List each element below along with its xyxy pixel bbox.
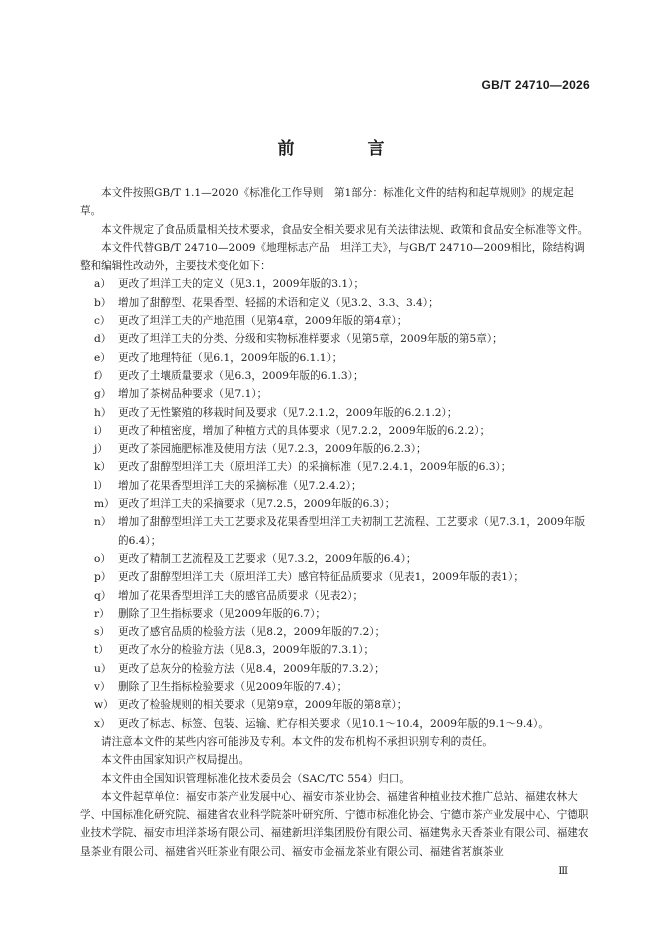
list-item [80, 641, 594, 659]
item-text: 增加了茶树品种要求（见7.1）； [118, 388, 268, 401]
list-item [80, 330, 594, 348]
list-item [80, 568, 594, 586]
item-text: 更改了总灰分的检验方法（见8.4，2009年版的7.3.2）； [118, 662, 385, 675]
changes-list [80, 275, 594, 732]
item-text: 更改了检验规则的相关要求（见第9章，2009年版的第8章）； [118, 699, 408, 712]
item-text: 更改了种植密度，增加了种植方式的具体要求（见7.2.2，2009年版的6.2.2）； [118, 424, 491, 437]
document-body [80, 184, 594, 861]
item-text: 增加了甜醇型坦洋工夫工艺要求及花果香型坦洋工夫初制工艺流程、工艺要求（见7.3.1，2009年版的6.4）； [118, 516, 586, 547]
list-item [80, 349, 594, 367]
intro-paragraph: 本文件按照GB/T 1.1—2020《标准化工作导则 第1部分：标准化文件的结构和起草规则》的规定起草。 [80, 187, 574, 218]
list-item [80, 513, 594, 550]
item-text: 更改了感官品质的检验方法（见8.2，2009年版的7.2）； [118, 626, 386, 639]
list-item [80, 696, 594, 714]
item-label: j） [94, 443, 108, 456]
page-title: 前 言 [277, 139, 413, 159]
list-item [80, 275, 594, 293]
item-label: l） [94, 479, 108, 492]
list-item [80, 294, 594, 312]
item-label: t） [94, 644, 109, 657]
closing-paragraph: 请注意本文件的某些内容可能涉及专利。本文件的发布机构不承担识别专利的责任。 [101, 735, 493, 748]
intro-paragraph: 本文件规定了食品质量相关技术要求，食品安全相关要求见有关法律法规、政策和食品安全标准等文件。 [101, 223, 589, 236]
item-text: 更改了无性繁殖的移栽时间及要求（见7.2.1.2，2009年版的6.2.1.2）； [118, 406, 458, 419]
list-item [80, 367, 594, 385]
item-text: 删除了卫生指标检验要求（见2009年版的7.4）； [118, 681, 348, 694]
page-number: Ⅲ [558, 866, 568, 877]
item-label: a） [94, 278, 111, 291]
list-item [80, 404, 594, 422]
item-text: 更改了精制工艺流程及工艺要求（见7.3.2，2009年版的6.4）； [118, 552, 417, 565]
item-label: k） [94, 461, 112, 474]
item-label: g） [94, 388, 112, 401]
item-text: 更改了水分的检验方法（见8.3，2009年版的7.3.1）； [118, 644, 375, 657]
list-item [80, 605, 594, 623]
item-label: i） [94, 424, 108, 437]
item-label: w） [94, 699, 114, 712]
item-label: m） [94, 498, 115, 511]
item-text: 更改了土壤质量要求（见6.3，2009年版的6.1.3）； [118, 369, 364, 382]
item-text: 增加了花果香型坦洋工夫的感官品质要求（见表2）； [118, 589, 364, 602]
item-text: 更改了标志、标签、包装、运输、贮存相关要求（见10.1～10.4，2009年版的9.1～9.4）。 [118, 717, 549, 730]
list-item [80, 715, 594, 733]
intro-paragraph: 本文件代替GB/T 24710—2009《地理标志产品 坦洋工夫》，与GB/T 24710—2009相比，除结构调整和编辑性改动外，主要技术变化如下： [80, 241, 585, 273]
list-item [80, 623, 594, 641]
item-text: 增加了甜醇型、花果香型、轻摇的术语和定义（见3.2、3.3、3.4）； [118, 296, 439, 309]
item-label: x） [94, 717, 111, 730]
item-text: 更改了坦洋工夫的定义（见3.1，2009年版的3.1）； [118, 278, 365, 291]
item-label: s） [94, 626, 111, 639]
item-label: o） [94, 552, 111, 565]
item-label: h） [94, 406, 112, 419]
list-item [80, 495, 594, 513]
list-item [80, 385, 594, 403]
item-label: n） [94, 516, 112, 529]
closing-paragraph: 本文件由国家知识产权局提出。 [101, 754, 250, 767]
list-item [80, 312, 594, 330]
item-label: b） [94, 296, 112, 309]
item-text: 更改了甜醇型坦洋工夫（原坦洋工夫）的采摘标准（见7.2.4.1，2009年版的6.3）； [118, 461, 512, 474]
item-text: 更改了甜醇型坦洋工夫（原坦洋工夫）感官特征品质要求（见表1，2009年版的表1）； [118, 571, 524, 584]
closing-paragraph: 本文件由全国知识管理标准化技术委员会（SAC/TC 554）归口。 [101, 772, 410, 785]
drafting-units-paragraph: 本文件起草单位：福安市茶产业发展中心、福安市茶业协会、福建省种植业技术推广总站、福建农林大学、中国标准化研究院、福建省农业科学院茶叶研究所、宁德市标准化协会、宁德市茶产业发展中心、宁德职业技术学院、福安市坦洋茶场有限公司、福建新坦洋集团股份有限公司、福建隽永天香茶业有限公司、福建农垦茶业有限公司、福建省兴旺茶业有限公司、福安市金福龙茶业有限公司、福建省茗旗茶业 [80, 790, 589, 858]
list-item [80, 422, 594, 440]
item-text: 删除了卫生指标要求（见2009年版的6.7）； [118, 607, 327, 620]
item-label: u） [94, 662, 112, 675]
item-label: r） [94, 607, 110, 620]
list-item [80, 477, 594, 495]
item-label: e） [94, 351, 111, 364]
list-item [80, 587, 594, 605]
standard-code: GB/T 24710—2026 [481, 78, 590, 92]
list-item [80, 660, 594, 678]
item-text: 更改了地理特征（见6.1，2009年版的6.1.1）； [118, 351, 343, 364]
list-item [80, 440, 594, 458]
item-text: 增加了花果香型坦洋工夫的采摘标准（见7.2.4.2）； [118, 479, 362, 492]
item-label: v） [94, 681, 111, 694]
list-item [80, 550, 594, 568]
item-label: p） [94, 571, 112, 584]
item-label: q） [94, 589, 112, 602]
item-text: 更改了坦洋工夫的分类、分级和实物标准样要求（见第5章，2009年版的第5章）； [118, 333, 503, 346]
item-text: 更改了茶园施肥标准及使用方法（见7.2.3，2009年版的6.2.3）； [118, 443, 427, 456]
list-item [80, 458, 594, 476]
item-text: 更改了坦洋工夫的采摘要求（见7.2.5，2009年版的6.3）； [118, 498, 396, 511]
list-item [80, 678, 594, 696]
item-text: 更改了坦洋工夫的产地范围（见第4章，2009年版的第4章）； [118, 315, 408, 328]
item-label: c） [94, 315, 111, 328]
item-label: d） [94, 333, 112, 346]
item-label: f） [94, 369, 109, 382]
